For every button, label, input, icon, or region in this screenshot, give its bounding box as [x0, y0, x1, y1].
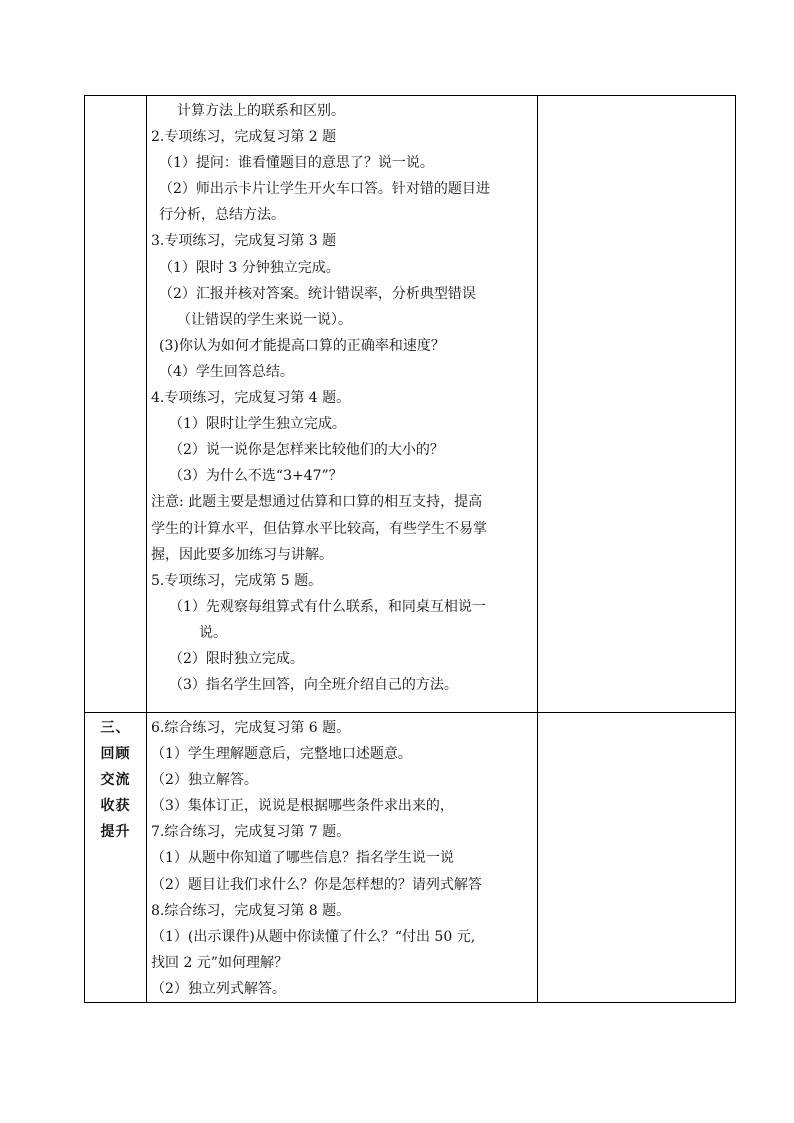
- notes-cell: [538, 713, 736, 1003]
- text-line: (3)你认为如何才能提高口算的正确率和速度？: [159, 337, 445, 354]
- text-line: （1）提问：谁看懂题目的意思了？说一说。: [159, 155, 434, 172]
- lesson-plan-table: [84, 95, 736, 1003]
- process-cell: [147, 96, 538, 713]
- text-line: （2）汇报并核对答案。统计错误率，分析典型错误: [159, 285, 476, 302]
- text-line: 2.专项练习，完成复习第 2 题: [151, 129, 337, 146]
- stage-label-line: 提升: [100, 824, 131, 841]
- text-line: 计算方法上的联系和区别。: [177, 103, 345, 119]
- text-line: 握，因此要多加练习与讲解。: [151, 546, 333, 563]
- text-line: （1）学生理解题意后，完整地口述题意。: [151, 746, 412, 763]
- text-line: （2）师出示卡片让学生开火车口答。针对错的题目进: [159, 181, 490, 198]
- text-line: （1）限时让学生独立完成。: [169, 416, 346, 433]
- text-line: 说。: [199, 624, 227, 641]
- text-line: （2）题目让我们求什么？你是怎样想的？请列式解答: [151, 876, 482, 893]
- text-line: （1）从题中你知道了哪些信息？指名学生说一说: [151, 850, 454, 867]
- text-line: 5.专项练习，完成第 5 题。: [151, 572, 323, 589]
- text-line: （1）限时 3 分钟独立完成。: [159, 259, 340, 276]
- stage-label: [85, 713, 146, 845]
- text-line: （2）说一说你是怎样来比较他们的大小的？: [169, 442, 444, 459]
- table-row: [85, 713, 736, 1003]
- stage-cell-empty: [85, 96, 147, 713]
- text-line: 学生的计算水平，但估算水平比较高，有些学生不易掌: [151, 520, 487, 537]
- text-line: （2）独立列式解答。: [151, 980, 286, 997]
- process-cell: [147, 713, 538, 1003]
- stage-label-line: 回顾: [100, 746, 131, 763]
- text-line: （3）集体订正，说说是根据哪些条件求出来的，: [151, 798, 454, 815]
- stage-label-line: 交流: [100, 772, 131, 789]
- table-row: [85, 96, 736, 713]
- text-line: （1）先观察每组算式有什么联系，和同桌互相说一: [169, 598, 486, 615]
- text-line: 行分析，总结方法。: [159, 207, 285, 224]
- text-line: （3）为什么不选“3+47”？: [169, 468, 343, 485]
- text-line: 4.专项练习，完成复习第 4 题。: [151, 390, 351, 407]
- text-line: （让错误的学生来说一说）。: [177, 311, 352, 328]
- text-line: （2）独立解答。: [151, 772, 258, 789]
- text-line: （4）学生回答总结。: [159, 363, 294, 380]
- text-line: （3）指名学生回答，向全班介绍自己的方法。: [169, 677, 458, 694]
- text-line: （2）限时独立完成。: [169, 650, 304, 667]
- text-line: 找回 2 元”如何理解？: [151, 954, 288, 971]
- stage-label-line: 三、: [100, 720, 131, 736]
- stage-cell: [85, 713, 147, 1003]
- text-line: 7.综合练习，完成复习第 7 题。: [151, 824, 351, 841]
- text-line: 注意: 此题主要是想通过估算和口算的相互支持，提高: [151, 494, 483, 511]
- notes-cell: [538, 96, 736, 713]
- text-line: 3.专项练习，完成复习第 3 题: [151, 233, 337, 250]
- text-line: 8.综合练习，完成复习第 8 题。: [151, 902, 351, 919]
- stage-label-line: 收获: [100, 798, 131, 815]
- text-line: 6.综合练习，完成复习第 6 题。: [151, 720, 351, 736]
- text-line: （1）(出示课件)从题中你读懂了什么？“付出 50 元,: [151, 928, 476, 945]
